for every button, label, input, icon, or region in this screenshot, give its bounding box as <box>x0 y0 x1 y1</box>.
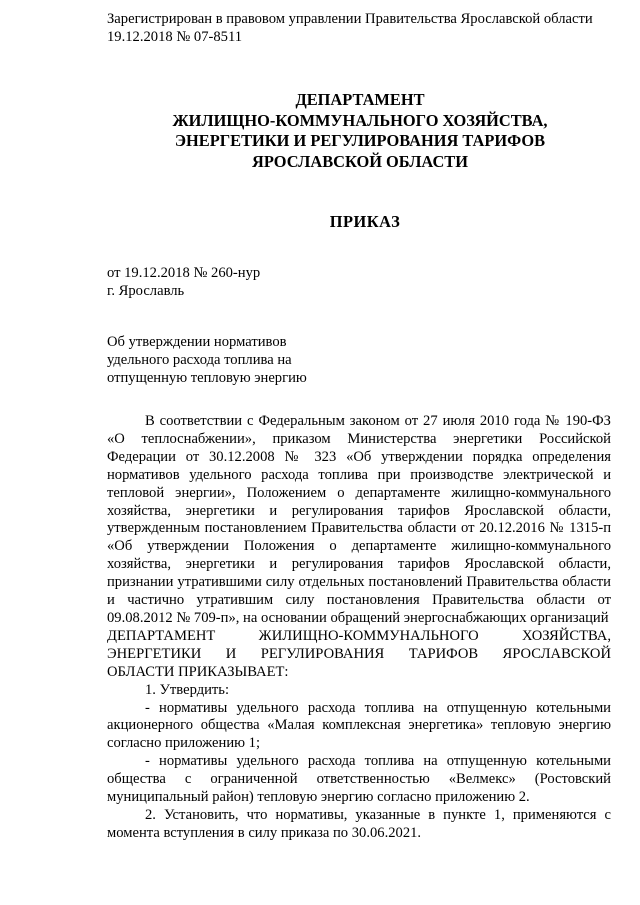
item-2: 2. Установить, что нормативы, указанные в пункте 1, применяются с момента вступления в силу приказа по 30.06.2021. <box>107 806 611 841</box>
caps-line-3: ОБЛАСТИ ПРИКАЗЫВАЕТ: <box>107 663 289 680</box>
subject-line-1: Об утверждении нормативов <box>107 334 287 350</box>
department-line-3: ЭНЕРГЕТИКИ И РЕГУЛИРОВАНИЯ ТАРИФОВ <box>174 131 546 150</box>
subject-line-3: отпущенную тепловую энергию <box>107 370 307 386</box>
order-title: ПРИКАЗ <box>329 212 401 231</box>
subject-line-2: удельного расхода топлива на <box>107 352 292 368</box>
order-subject <box>107 333 307 387</box>
caps-line-2: ЭНЕРГЕТИКИ И РЕГУЛИРОВАНИЯ ТАРИФОВ ЯРОСЛАВСКОЙ <box>107 645 611 662</box>
order-date-number: от 19.12.2018 № 260-нур <box>107 265 261 281</box>
item-1: 1. Утвердить: <box>145 681 230 698</box>
department-line-2: ЖИЛИЩНО-КОММУНАЛЬНОГО ХОЗЯЙСТВА, <box>172 110 548 130</box>
registration-note <box>107 10 593 46</box>
item-1a: - нормативы удельного расхода топлива на отпущенную котельными акционерного общества «Малая комплексная энергетика» тепловую энергию согласно приложению 1; <box>107 699 611 752</box>
department-header <box>100 90 620 172</box>
order-body <box>107 413 611 843</box>
department-line-4: ЯРОСЛАВСКОЙ ОБЛАСТИ <box>252 151 468 171</box>
preamble-paragraph: В соответствии с Федеральным законом от 27 июля 2010 года № 190-ФЗ «О теплоснабжении», приказом Министерства энергетики Российской Федерации от 30.12.2008 № 323 «Об утверждении порядка определения нормативов удельного расхода топлива при производстве электрической и тепловой энергии», Положением о департаменте жилищно-коммунального хозяйства, энергетики и регулирования тарифов Ярославской области, утвержденным постановлением Правительства области от 20.12.2016 № 1315-п «Об утверждении Положения о департаменте жилищно-коммунального хозяйства, энергетики и регулирования тарифов Ярославской области, признании утратившими силу отдельных постановлений Правительства области и частично утратившим силу постановления Правительства области от 09.08.2012 № 709-п», на основании обращений энергоснабжающих организаций <box>107 413 611 626</box>
department-orders-block <box>107 628 611 682</box>
order-city: г. Ярославль <box>107 283 185 299</box>
caps-line-1: ДЕПАРТАМЕНТ ЖИЛИЩНО-КОММУНАЛЬНОГО ХОЗЯЙСТВА, <box>107 627 611 644</box>
registration-line-1: Зарегистрирован в правовом управлении Правительства Ярославской области <box>107 11 593 27</box>
item-1b: - нормативы удельного расхода топлива на отпущенную котельными общества с ограниченной ответственностью «Велмекс» (Ростовский муниципальный район) тепловую энергию согласно приложению 2. <box>107 753 611 806</box>
department-line-1: ДЕПАРТАМЕНТ <box>295 90 425 109</box>
registration-line-2: 19.12.2018 № 07-8511 <box>107 29 242 45</box>
